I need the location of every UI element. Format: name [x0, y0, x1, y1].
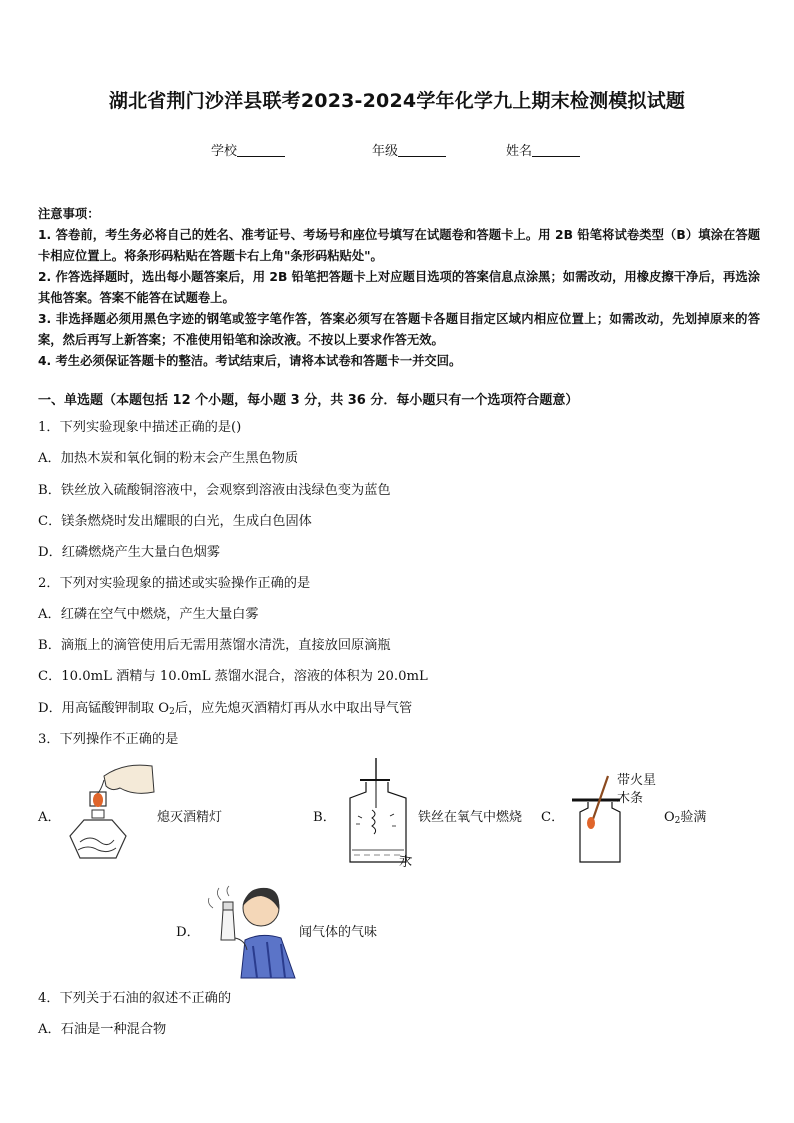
- q1-option-a: A．加热木炭和氧化铜的粉末会产生黑色物质: [38, 451, 299, 466]
- notes-item-3: 3. 非选择题必须用黑色字迹的钢笔或签字笔作答，答案必须写在答题卡各题目指定区域内相应位置上；如需改动，先划掉原来的答案，然后再写上新答案；不准使用铅笔和涂改液。不按以上要求作答无效。: [38, 312, 760, 347]
- q3-option-c-caption-post: 验满: [680, 810, 707, 825]
- alcohol-lamp-figure: [64, 762, 156, 864]
- school-label: 学校: [211, 144, 238, 159]
- q2-option-d-pre: D．用高锰酸钾制取 O: [38, 701, 170, 716]
- grade-blank: [398, 144, 446, 157]
- notes-item-2: 2. 作答选择题时，选出每小题答案后，用 2B 铅笔把答题卡上对应题目选项的答案信息点涂黑；如需改动，用橡皮擦干净后，再选涂其他答案。答案不能答在试题卷上。: [38, 270, 760, 305]
- q3-option-c-caption-sub: 2: [674, 816, 681, 826]
- q3-option-c-caption: [664, 806, 706, 826]
- q1-option-d: D．红磷燃烧产生大量白色烟雾: [38, 545, 221, 560]
- school-blank: [237, 144, 285, 157]
- q2-stem: 2．下列对实验现象的描述或实验操作正确的是: [38, 576, 311, 591]
- q3-option-c-label: C．: [541, 810, 565, 825]
- q4-stem: 4．下列关于石油的叙述不正确的: [38, 991, 232, 1006]
- notes-item-4: 4. 考生必须保证答题卡的整洁。考试结束后，请将本试卷和答题卡一并交回。: [38, 354, 462, 368]
- q3-option-a-caption: 熄灭酒精灯: [157, 810, 223, 825]
- q2-option-d-post: 后，应先熄灭酒精灯再从水中取出导气管: [174, 701, 413, 716]
- section-heading: 一、单选题（本题包括 12 个小题，每小题 3 分，共 36 分．每小题只有一个选项符合题意）: [38, 393, 579, 408]
- q2-option-d: [38, 697, 412, 717]
- q3-option-d-label: D．: [176, 925, 200, 940]
- grade-field: [372, 140, 446, 159]
- q2-option-b: B．滴瓶上的滴管使用后无需用蒸馏水清洗，直接放回原滴瓶: [38, 638, 391, 653]
- page-title: 湖北省荆门沙洋县联考2023-2024学年化学九上期末检测模拟试题: [108, 90, 686, 112]
- name-label: 姓名: [506, 144, 533, 159]
- notes-item-1: 1. 答卷前，考生务必将自己的姓名、准考证号、考场号和座位号填写在试题卷和答题卡上。用 2B 铅笔将试卷类型（B）填涂在答题卡相应位置上。将条形码粘贴在答题卡右上角"条形码粘贴处"。: [38, 228, 760, 263]
- q2-option-c: C．10.0mL 酒精与 10.0mL 蒸馏水混合，溶液的体积为 20.0mL: [38, 669, 428, 684]
- q2-option-a: A．红磷在空气中燃烧，产生大量白雾: [38, 607, 259, 622]
- q3-option-c-stick-label-1: 带火星: [617, 773, 657, 788]
- q3-option-d-caption: 闻气体的气味: [299, 925, 378, 940]
- q3-option-b-label: B．: [313, 810, 336, 825]
- grade-label: 年级: [372, 144, 399, 159]
- q3-option-a-label: A．: [38, 810, 61, 825]
- q4-option-a: A．石油是一种混合物: [38, 1022, 167, 1037]
- q3-option-b-caption: 铁丝在氧气中燃烧: [418, 810, 523, 825]
- school-field: [211, 140, 285, 159]
- q2-option-d-sub: 2: [169, 707, 175, 717]
- notes-block: [38, 204, 760, 372]
- name-field: [506, 140, 580, 159]
- q1-option-b: B．铁丝放入硫酸铜溶液中，会观察到溶液由浅绿色变为蓝色: [38, 483, 391, 498]
- q1-stem: 1．下列实验现象中描述正确的是(): [38, 420, 242, 435]
- notes-heading: 注意事项：: [38, 207, 100, 221]
- q3-option-c-caption-pre: O: [664, 810, 675, 825]
- q1-option-c: C．镁条燃烧时发出耀眼的白光，生成白色固体: [38, 514, 312, 529]
- q3-stem: 3．下列操作不正确的是: [38, 732, 179, 747]
- name-blank: [532, 144, 580, 157]
- q3-option-c-stick-label-2: 木条: [617, 791, 644, 806]
- q3-option-b-water-label: 水: [399, 855, 413, 870]
- smelling-gas-figure: [201, 880, 297, 978]
